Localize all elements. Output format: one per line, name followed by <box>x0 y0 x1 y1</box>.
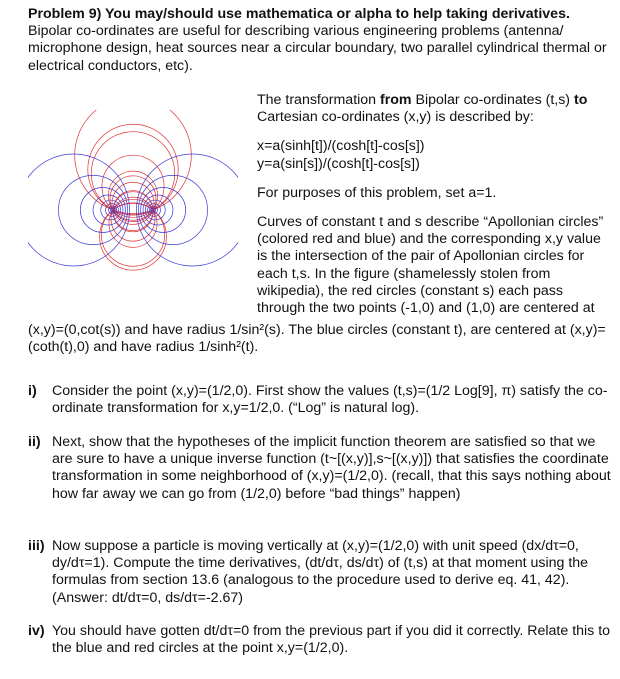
red-circle <box>75 110 192 214</box>
intro-block <box>28 6 613 75</box>
question-text: Next, show that the hypotheses of the implicit function theorem are satisfied so that we are sure to have a unique inverse function (t~[(x,y)],s~[(x,y)]) that satisfies the coordinate transformation in some neighborhood of (x,y)=(1/2,0). (recall, that this says nothing about how far away we can go from (1/2,0) before “bad things” happen) <box>52 434 611 502</box>
question-text: Consider the point (x,y)=(1/2,0). First show the values (t,s)=(1/2 Log[9], π) satisfy the co-ordinate transformation for x,y=1/2,0. (“Log” is natural log). <box>52 383 608 417</box>
problem-heading: Problem 9) You may/should use mathematica or alpha to help taking derivatives. <box>28 6 570 22</box>
set-a-note: For purposes of this problem, set a=1. <box>257 184 497 201</box>
question-iv <box>28 623 613 657</box>
question-label: i) <box>28 383 37 399</box>
formula-block <box>257 138 609 172</box>
transform-description: The transformation from Bipolar co-ordinates (t,s) to Cartesian co-ordinates (x,y) is described by: <box>257 92 588 126</box>
question-iii <box>28 538 613 607</box>
question-text: Now suppose a particle is moving vertically at (x,y)=(1/2,0) with unit speed (dx/dτ=0, dy/dτ=1). Compute the time derivatives, (dt/dτ, ds/dτ) of (t,s) at that moment using the formulas from section 13.6 (analogous to the procedure used to derive eq. 41, 42). (Answer: dt/dτ=0, ds/dτ=-2.67) <box>52 538 589 606</box>
side-text <box>257 92 609 329</box>
bipolar-circles-figure <box>28 110 238 310</box>
question-ii <box>28 434 613 503</box>
question-label: ii) <box>28 434 41 450</box>
question-text: You should have gotten dt/dτ=0 from the previous part if you did it correctly. Relate this to the blue and red circles at the point x,y=(1/2,0). <box>52 623 611 657</box>
question-label: iv) <box>28 623 45 639</box>
curves-continuation: (x,y)=(0,cot(s)) and have radius 1/sin²(s). The blue circles (constant t), are centered at (x,y)=(coth(t),0) and have radius 1/sinh²(t). <box>28 322 606 356</box>
curves-description: Curves of constant t and s describe “Apollonian circles” (colored red and blue) and the corresponding x,y value is the intersection of the pair of Apollonian circles for each t,s. In the figure (shamelessly stolen from wikipedia), the red circles (constant s) each pass through the two points (-1,0) and (1,0) are centered at <box>257 214 604 317</box>
question-label: iii) <box>28 538 45 554</box>
red-circle <box>101 203 164 266</box>
intro-text: Bipolar co-ordinates are useful for describing various engineering problems (antenna/ microphone design, heat sources near a circular boundary, two parallel cylindrical thermal or electrical conductors, etc). <box>28 23 607 74</box>
formula-x: x=a(sinh[t])/(cosh[t]-cos[s]) <box>257 138 425 155</box>
formula-y: y=a(sin[s])/(cosh[t]-cos[s]) <box>257 155 420 172</box>
question-i <box>28 383 613 417</box>
